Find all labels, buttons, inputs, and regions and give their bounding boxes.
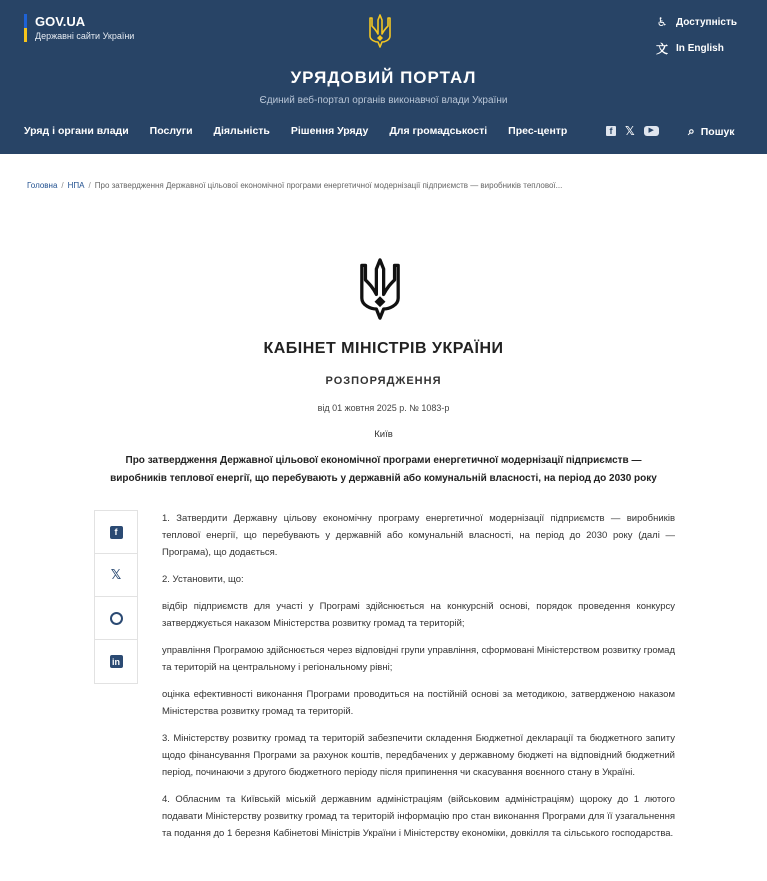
share-linkedin-button[interactable] <box>95 640 137 683</box>
share-whatsapp-button[interactable] <box>95 597 137 640</box>
document-city: Київ <box>374 429 393 440</box>
linkedin-icon: in <box>110 655 123 668</box>
document-paragraph: оцінка ефективності виконання Програми проводиться на постійній основі за методикою, затвердженою наказом Міністерства розвитку громад та територій. <box>162 689 675 717</box>
document-paragraph: 2. Установити, що: <box>162 574 244 585</box>
document-type: РОЗПОРЯДЖЕННЯ <box>325 375 442 387</box>
header-utilities <box>654 14 737 66</box>
breadcrumb-npa[interactable]: НПА <box>67 181 85 190</box>
nav-item-services[interactable]: Послуги <box>149 125 193 137</box>
accessibility-label: Доступність <box>676 16 737 28</box>
trident-logo-icon[interactable] <box>369 14 391 48</box>
breadcrumb-current: Про затвердження Державної цільової економічної програми енергетичної модернізації підприємств — виробників теплової... <box>94 181 563 190</box>
gov-ua-title: GOV.UA <box>35 14 86 29</box>
facebook-icon[interactable]: f <box>606 126 616 136</box>
document-paragraph: 1. Затвердити Державну цільову економічну програму енергетичної модернізації підприємств — виробників теплової енергії, що перебувають у державній або комунальній власності, на період до 2030 року (далі — Програма), що додається. <box>162 513 675 558</box>
social-links <box>606 124 668 138</box>
nav-item-activity[interactable]: Діяльність <box>213 125 270 137</box>
document-paragraph: відбір підприємств для участі у Програмі здійснюється на конкурсній основі, порядок проведення конкурсу затверджується наказом Міністерства розвитку громад та територій; <box>162 601 675 629</box>
document-date: від 01 жовтня 2025 р. № 1083-р <box>317 403 450 413</box>
portal-title[interactable]: УРЯДОВИЙ ПОРТАЛ <box>290 68 477 87</box>
x-twitter-icon[interactable]: 𝕏 <box>625 124 635 138</box>
nav-item-decisions[interactable]: Рішення Уряду <box>290 125 369 137</box>
whatsapp-icon <box>110 612 123 625</box>
document-paragraph: 4. Обласним та Київській міській державним адміністраціям (військовим адміністраціям) щороку до 1 лютого подавати Міністерству розвитку громад та територій інформацію про стан виконання Програми для її узагальнення та подання до 1 березня Кабінетові Міністрів України і Міністерству економіки, довкілля та сільського господарства. <box>162 794 675 839</box>
search-label: Пошук <box>700 125 735 138</box>
accessibility-button[interactable] <box>654 14 737 30</box>
gov-ua-link[interactable] <box>24 14 134 42</box>
youtube-icon[interactable]: ▶ <box>644 126 659 136</box>
share-panel <box>94 510 138 684</box>
search-icon: ⌕ <box>688 124 695 138</box>
language-label: In English <box>676 42 724 54</box>
accessibility-icon: ♿ <box>656 15 668 29</box>
main-nav <box>24 125 588 137</box>
search-button[interactable] <box>688 124 735 139</box>
site-header <box>0 0 767 154</box>
document-paragraph: управління Програмою здійснюється через відповідні групи управління, сформовані Міністерством розвитку громад та територій на центральному і регіональному рівні; <box>162 645 675 673</box>
translate-icon: 文 <box>656 41 669 56</box>
breadcrumb: Головна / НПА / Про затвердження Державної цільової економічної програми енергетичної модернізації підприємств — виробників теплової... <box>27 181 563 190</box>
share-x-button[interactable] <box>95 554 137 597</box>
breadcrumb-home[interactable]: Головна <box>27 181 58 190</box>
nav-item-press[interactable]: Прес-центр <box>508 125 568 137</box>
document-title: Про затвердження Державної цільової економічної програми енергетичної модернізації підприємств — виробників теплової енергії, що перебувають у державній або комунальній власності, на період до 2030 року <box>110 455 657 484</box>
document-paragraph: 3. Міністерству розвитку громад та територій забезпечити складення Бюджетної декларації та бюджетного запиту щодо фінансування Програми за рахунок коштів, передбачених у державному бюджеті на відповідний бюджетний період, починаючи з другого бюджетного періоду після припинення чи скасування воєнного стану в Україні. <box>162 733 675 778</box>
facebook-icon: f <box>110 526 123 539</box>
document-body <box>162 510 675 852</box>
coat-of-arms-icon <box>360 258 400 320</box>
language-switch[interactable] <box>654 40 737 56</box>
nav-item-government[interactable]: Уряд і органи влади <box>24 125 129 137</box>
portal-subtitle: Єдиний веб-портал органів виконавчої влади України <box>259 95 508 106</box>
gov-ua-subtitle: Державні сайти України <box>35 31 135 41</box>
share-facebook-button[interactable] <box>95 511 137 554</box>
document-organization: КАБІНЕТ МІНІСТРІВ УКРАЇНИ <box>263 340 504 357</box>
nav-item-public[interactable]: Для громадськості <box>389 125 488 137</box>
x-twitter-icon: 𝕏 <box>110 567 122 582</box>
